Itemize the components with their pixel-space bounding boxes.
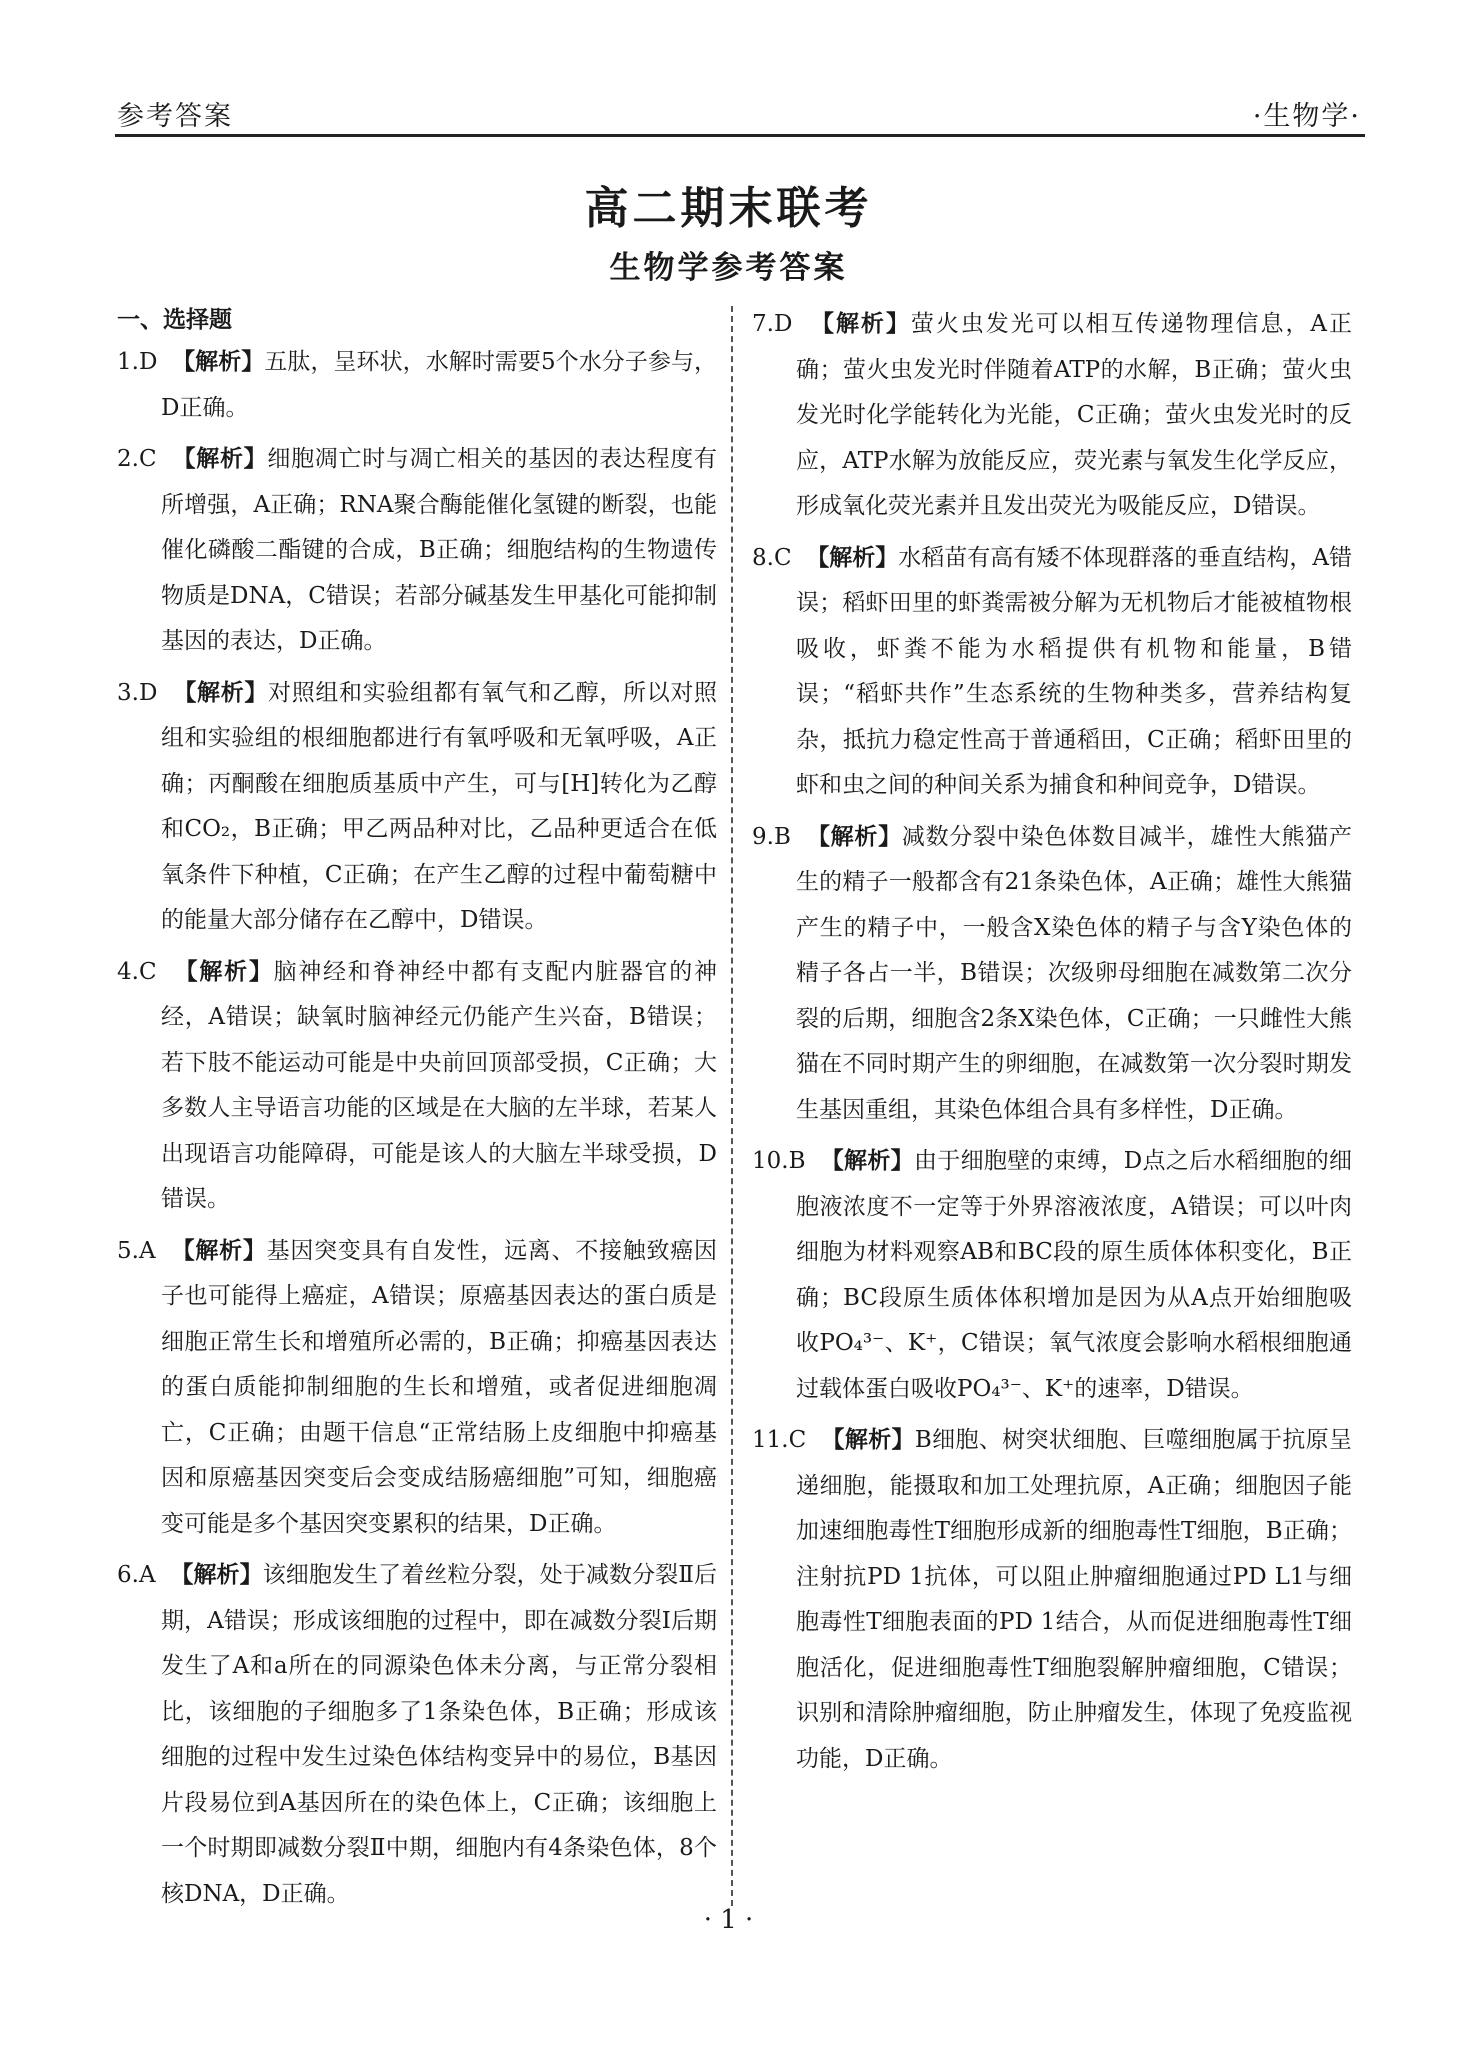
analysis-tag: 【解析】 xyxy=(173,679,269,706)
answer-item xyxy=(117,950,717,1223)
analysis-tag: 【解析】 xyxy=(821,1427,915,1453)
answer-item xyxy=(117,340,717,431)
answer-item xyxy=(752,302,1352,530)
answer-text: 对照组和实验组都有氧气和乙醇，所以对照组和实验组的根细胞都进行有氧呼吸和无氧呼吸，A正确；丙酮酸在细胞质基质中产生，可与[H]转化为乙醇和CO₂，B正确；甲乙两品种对比，乙品种更适合在低氧条件下种植，C正确；在产生乙醇的过程中葡萄糖中的能量大部分储存在乙醇中，D错误。 xyxy=(161,679,718,933)
answer-text: 五肽，呈环状，水解时需要5个水分子参与，D正确。 xyxy=(161,349,717,421)
answer-number: 8.C xyxy=(752,544,792,571)
answer-number: 7.D xyxy=(752,311,793,337)
header-subject-label: ·生物学· xyxy=(1252,101,1361,132)
answer-number: 11.C xyxy=(752,1427,807,1453)
right-column xyxy=(752,302,1352,1788)
analysis-tag: 【解析】 xyxy=(171,1237,267,1264)
answer-item xyxy=(752,1418,1352,1782)
analysis-tag: 【解析】 xyxy=(170,1562,263,1588)
analysis-tag: 【解析】 xyxy=(174,958,274,985)
answer-text: 基因突变具有自发性，远离、不接触致癌因子也可能得上癌症，A错误；原癌基因表达的蛋白质是细胞正常生长和增殖所必需的，B正确；抑癌基因表达的蛋白质能抑制细胞的生长和增殖，或者促进细胞凋亡，C正确；由题干信息“正常结肠上皮细胞中抑癌基因和原癌基因突变后会变成结肠癌细胞”可知，细胞癌变可能是多个基因突变累积的结果，D正确。 xyxy=(161,1237,717,1537)
analysis-tag: 【解析】 xyxy=(820,1148,914,1174)
answer-number: 6.A xyxy=(117,1562,156,1588)
answer-number: 9.B xyxy=(752,823,791,850)
left-column xyxy=(117,302,717,1923)
page-title: 高二期末联考 xyxy=(584,183,873,234)
analysis-tag: 【解析】 xyxy=(172,349,265,375)
answer-number: 5.A xyxy=(117,1237,156,1264)
answer-text: 脑神经和脊神经中都有支配内脏器官的神经，A错误；缺氧时脑神经元仍能产生兴奋，B错误；若下肢不能运动可能是中央前回顶部受损，C正确；大多数人主导语言功能的区域是在大脑的左半球，若某人出现语言功能障碍，可能是该人的大脑左半球受损，D错误。 xyxy=(161,958,718,1212)
answer-text: 细胞凋亡时与凋亡相关的基因的表达程度有所增强，A正确；RNA聚合酶能催化氢键的断裂，也能催化磷酸二酯键的合成，B正确；细胞结构的生物遗传物质是DNA，C错误；若部分碱基发生甲基化可能抑制基因的表达，D正确。 xyxy=(161,446,718,654)
answer-item xyxy=(752,815,1352,1134)
page-subtitle: 生物学参考答案 xyxy=(609,250,848,286)
answer-item xyxy=(752,536,1352,809)
answer-item xyxy=(117,1229,717,1548)
answer-text: B细胞、树突状细胞、巨噬细胞属于抗原呈递细胞，能摄取和加工处理抗原，A正确；细胞因子能加速细胞毒性T细胞形成新的细胞毒性T细胞，B正确；注射抗PD 1抗体，可以阻止肿瘤细胞通过PD L1与细胞毒性T细胞表面的PD 1结合，从而促进细胞毒性T细胞活化，促进细胞毒性T细胞裂解肿瘤细胞，C错误；识别和清除肿瘤细胞，防止肿瘤发生，体现了免疫监视功能，D正确。 xyxy=(796,1427,1353,1772)
analysis-tag: 【解析】 xyxy=(806,823,902,850)
page-number: · 1 · xyxy=(703,1905,754,1935)
answer-number: 4.C xyxy=(117,958,157,985)
answer-item xyxy=(117,437,717,665)
answer-text: 萤火虫发光可以相互传递物理信息，A正确；萤火虫发光时伴随着ATP的水解，B正确；萤火虫发光时化学能转化为光能，C正确；萤火虫发光时的反应，ATP水解为放能反应，荧光素与氧发生化学反应，形成氧化荧光素并且发出荧光为吸能反应，D错误。 xyxy=(796,311,1352,519)
answer-item xyxy=(117,671,717,944)
answer-item xyxy=(752,1139,1352,1412)
answer-number: 2.C xyxy=(117,446,157,472)
page-header xyxy=(115,94,1365,137)
section-title: 一、选择题 xyxy=(117,307,232,333)
answer-number: 10.B xyxy=(752,1148,806,1174)
answer-number: 3.D xyxy=(117,679,158,706)
answer-text: 减数分裂中染色体数目减半，雄性大熊猫产生的精子一般都含有21条染色体，A正确；雄性大熊猫产生的精子中，一般含X染色体的精子与含Y染色体的精子各占一半，B错误；次级卵母细胞在减数第二次分裂的后期，细胞含2条X染色体，C正确；一只雌性大熊猫在不同时期产生的卵细胞，在减数第一次分裂时期发生基因重组，其染色体组合具有多样性，D正确。 xyxy=(796,823,1353,1123)
header-left-label: 参考答案 xyxy=(117,101,233,132)
answer-number: 1.D xyxy=(117,349,158,375)
analysis-tag: 【解析】 xyxy=(806,544,899,571)
analysis-tag: 【解析】 xyxy=(172,446,268,472)
answer-text: 水稻苗有高有矮不体现群落的垂直结构，A错误；稻虾田里的虾粪需被分解为无机物后才能被植物根吸收，虾粪不能为水稻提供有机物和能量，B错误；“稻虾共作”生态系统的生物种类多，营养结构复杂，抵抗力稳定性高于普通稻田，C正确；稻虾田里的虾和虫之间的种间关系为捕食和种间竞争，D错误。 xyxy=(796,544,1352,798)
analysis-tag: 【解析】 xyxy=(810,311,911,337)
column-divider xyxy=(731,306,733,1906)
answer-text: 由于细胞壁的束缚，D点之后水稻细胞的细胞液浓度不一定等于外界溶液浓度，A错误；可以叶肉细胞为材料观察AB和BC段的原生质体体积变化，B正确；BC段原生质体体积增加是因为从A点开始细胞吸收PO₄³⁻、K⁺，C错误；氧气浓度会影响水稻根细胞通过载体蛋白吸收PO₄³⁻、K⁺的速率，D错误。 xyxy=(796,1148,1353,1402)
answer-item xyxy=(117,1553,717,1917)
answer-text: 该细胞发生了着丝粒分裂，处于减数分裂Ⅱ后期，A错误；形成该细胞的过程中，即在减数分裂Ⅰ后期发生了A和a所在的同源染色体未分离，与正常分裂相比，该细胞的子细胞多了1条染色体，B正确；形成该细胞的过程中发生过染色体结构变异中的易位，B基因片段易位到A基因所在的染色体上，C正确；该细胞上一个时期即减数分裂Ⅱ中期，细胞内有4条染色体，8个核DNA，D正确。 xyxy=(161,1562,718,1907)
